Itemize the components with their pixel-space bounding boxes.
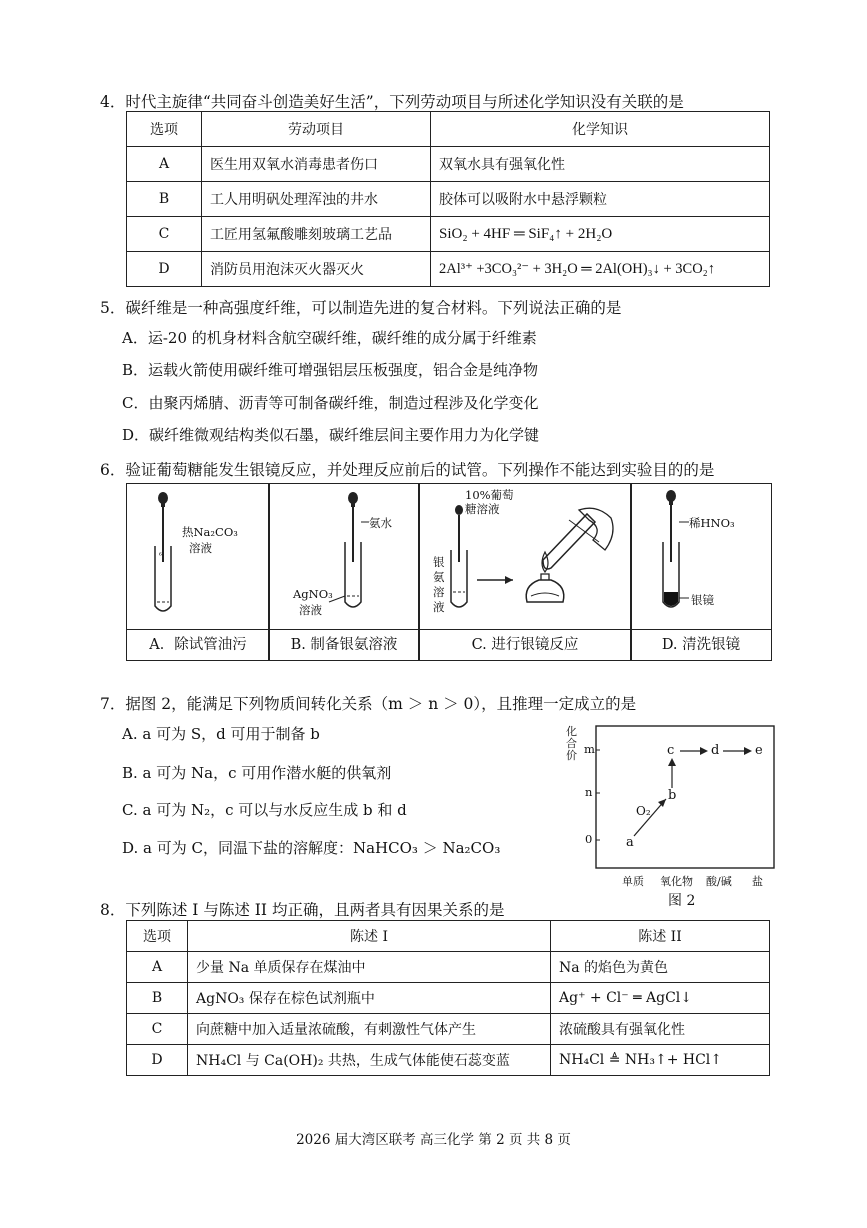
panel-d-label: 稀HNO₃ xyxy=(689,516,735,530)
table-row xyxy=(127,1045,770,1076)
page-footer: 2026 届大湾区联考 高三化学 第 2 页 共 8 页 xyxy=(296,1132,571,1148)
q4-row-task: 医生用双氧水消毒患者伤口 xyxy=(202,147,431,182)
point-label: e xyxy=(755,743,763,758)
point-label: c xyxy=(667,743,675,758)
q6-panel-d xyxy=(630,483,772,661)
q5-stem: 5．碳纤维是一种高强度纤维，可以制造先进的复合材料。下列说法正确的是 xyxy=(100,299,622,317)
q4-table xyxy=(126,111,770,287)
q6-panel-c xyxy=(418,483,632,661)
q4-row-option: B xyxy=(127,182,202,217)
arrow-label: O₂ xyxy=(636,804,651,818)
q6-stem: 6．验证葡萄糖能发生银镜反应，并处理反应前后的试管。下列操作不能达到实验目的的是 xyxy=(100,461,715,479)
q4-row-option: C xyxy=(127,217,202,252)
svg-text:⁶: ⁶ xyxy=(159,552,162,560)
table-row xyxy=(127,1014,770,1045)
q4-row-knowledge: SiO₂ + 4HF ═ SiF₄↑ + 2H₂O xyxy=(431,217,770,252)
panel-a-label: 溶液 xyxy=(189,541,212,555)
q4-row-knowledge: 胶体可以吸附水中悬浮颗粒 xyxy=(431,182,770,217)
q8-row-s1: NH₄Cl 与 Ca(OH)₂ 共热，生成气体能使石蕊变蓝 xyxy=(188,1045,551,1076)
q8-header-s2: 陈述 II xyxy=(551,921,770,952)
q4-row-knowledge: 2Al³⁺ +3CO₃²⁻ + 3H₂O ═ 2Al(OH)₃↓ + 3CO₂↑ xyxy=(431,252,770,287)
table-header-row xyxy=(127,921,770,952)
figure-2 xyxy=(560,716,790,912)
q8-row-s2: Na 的焰色为黄色 xyxy=(551,952,770,983)
table-row xyxy=(127,952,770,983)
q7-option-c: C. a 可为 N₂，c 可以与水反应生成 b 和 d xyxy=(122,801,407,819)
q8-row-option: A xyxy=(127,952,188,983)
q6-caption-a: A．除试管油污 xyxy=(127,629,269,660)
q4-header-task: 劳动项目 xyxy=(202,112,431,147)
q8-row-s2: NH₄Cl ≜ NH₃↑+ HCl↑ xyxy=(551,1045,770,1076)
q8-header-option: 选项 xyxy=(127,921,188,952)
q4-row-option: D xyxy=(127,252,202,287)
table-row xyxy=(127,252,770,287)
q7-option-d: D. a 可为 C，同温下盐的溶解度：NaHCO₃ ＞ Na₂CO₃ xyxy=(122,839,501,857)
q8-table xyxy=(126,920,770,1076)
y-tick-label: m xyxy=(584,742,595,756)
q5-option-d: D．碳纤维微观结构类似石墨，碳纤维层间主要作用力为化学键 xyxy=(122,426,540,444)
table-header-row xyxy=(127,112,770,147)
q4-row-knowledge: 双氧水具有强氧化性 xyxy=(431,147,770,182)
q7-option-b: B. a 可为 Na，c 可用作潜水艇的供氧剂 xyxy=(122,764,392,782)
panel-c-label: 糖溶液 xyxy=(465,502,500,516)
silver-mirror-reaction-illustration xyxy=(419,484,631,630)
q4-row-option: A xyxy=(127,147,202,182)
q5-option-c: C．由聚丙烯腈、沥青等可制备碳纤维，制造过程涉及化学变化 xyxy=(122,394,539,412)
panel-b-label: 氨水 xyxy=(369,516,392,530)
panel-b-label: 溶液 xyxy=(299,603,322,617)
panel-c-label: 液 xyxy=(433,600,445,614)
panel-d-label: 银镜 xyxy=(691,593,714,607)
q8-row-s1: AgNO₃ 保存在棕色试剂瓶中 xyxy=(188,983,551,1014)
q8-row-s2: Ag⁺ + Cl⁻ ═ AgCl↓ xyxy=(551,983,770,1014)
q7-stem: 7．据图 2，能满足下列物质间转化关系（m ＞ n ＞ 0），且推理一定成立的是 xyxy=(100,695,637,713)
table-row xyxy=(127,147,770,182)
panel-b-label: AgNO₃ xyxy=(293,587,333,601)
q4-stem: 4．时代主旋律“共同奋斗创造美好生活”，下列劳动项目与所述化学知识没有关联的是 xyxy=(100,93,684,111)
q8-stem: 8．下列陈述 I 与陈述 II 均正确，且两者具有因果关系的是 xyxy=(100,901,505,919)
q8-row-s1: 少量 Na 单质保存在煤油中 xyxy=(188,952,551,983)
panel-c-label: 溶 xyxy=(433,585,445,599)
point-label: a xyxy=(626,835,634,850)
q8-row-s1: 向蔗糖中加入适量浓硫酸，有刺激性气体产生 xyxy=(188,1014,551,1045)
point-label: b xyxy=(668,788,677,803)
x-tick-label: 酸/碱 xyxy=(706,875,732,888)
panel-c-label: 银 xyxy=(433,555,445,569)
test-tube-dropper-illustration xyxy=(631,484,771,630)
y-tick-label: n xyxy=(585,785,593,799)
q8-row-s2: 浓硫酸具有强氧化性 xyxy=(551,1014,770,1045)
q6-caption-b: B. 制备银氨溶液 xyxy=(269,629,419,660)
q8-row-option: D xyxy=(127,1045,188,1076)
q4-row-task: 工人用明矾处理浑浊的井水 xyxy=(202,182,431,217)
q6-caption-d: D. 清洗银镜 xyxy=(631,629,771,660)
q6-panel-a xyxy=(126,483,270,661)
x-tick-label: 氧化物 xyxy=(660,875,693,888)
test-tube-dropper-illustration xyxy=(127,484,269,630)
q8-row-option: C xyxy=(127,1014,188,1045)
y-tick-label: 0 xyxy=(585,832,593,846)
table-row xyxy=(127,983,770,1014)
q6-caption-c: C. 进行银镜反应 xyxy=(419,629,631,660)
x-tick-label: 单质 xyxy=(622,875,644,888)
q4-row-task: 消防员用泡沫灭火器灭火 xyxy=(202,252,431,287)
table-row xyxy=(127,217,770,252)
q8-header-s1: 陈述 I xyxy=(188,921,551,952)
table-row xyxy=(127,182,770,217)
q8-row-option: B xyxy=(127,983,188,1014)
q4-header-knowledge: 化学知识 xyxy=(431,112,770,147)
q5-option-b: B．运载火箭使用碳纤维可增强铝层压板强度，铝合金是纯净物 xyxy=(122,361,539,379)
q6-panel-b xyxy=(268,483,420,661)
q5-option-a: A．运-20 的机身材料含航空碳纤维，碳纤维的成分属于纤维素 xyxy=(122,329,537,347)
panel-c-label: 10%葡萄 xyxy=(465,488,514,502)
x-tick-label: 盐 xyxy=(752,875,763,888)
q4-header-option: 选项 xyxy=(127,112,202,147)
test-tube-dropper-illustration xyxy=(269,484,419,630)
axis-y-label: 化合价 xyxy=(566,725,577,762)
figure-caption: 图 2 xyxy=(668,893,696,909)
point-label: d xyxy=(711,743,720,758)
q7-option-a: A. a 可为 S，d 可用于制备 b xyxy=(122,725,320,743)
q4-row-task: 工匠用氢氟酸雕刻玻璃工艺品 xyxy=(202,217,431,252)
panel-c-label: 氨 xyxy=(433,570,445,584)
panel-a-label: 热Na₂CO₃ xyxy=(182,525,238,539)
